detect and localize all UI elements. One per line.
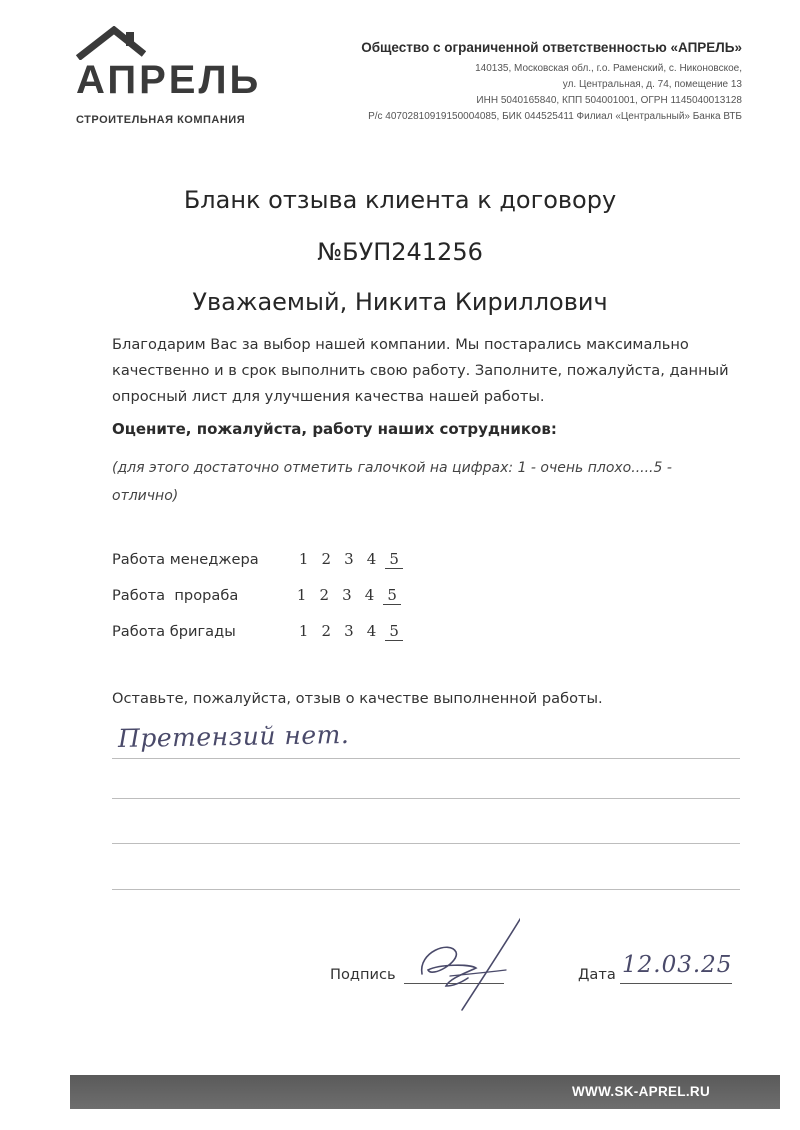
rating-row-foreman [112, 586, 401, 605]
rating-option[interactable]: 3 [344, 550, 354, 568]
rating-label: Работа бригады [112, 623, 236, 640]
rating-heading: Оцените, пожалуйста, работу наших сотрудников: [112, 420, 557, 438]
rating-row-crew [112, 622, 403, 641]
company-address-1: 140135, Московская обл., г.о. Раменский, с. Никоновское, [475, 63, 742, 74]
feedback-line [112, 889, 740, 890]
rating-option[interactable]: 4 [366, 622, 377, 640]
footer-website-link[interactable]: WWW.SK-APREL.RU [572, 1084, 710, 1099]
rating-option[interactable]: 1 [298, 550, 309, 568]
rating-label: Работа прораба [112, 587, 239, 604]
rating-hint: (для этого достаточно отметить галочкой на цифрах: 1 - очень плохо.....5 - отлично) [112, 460, 672, 504]
feedback-line [112, 798, 740, 799]
intro-paragraph: Благодарим Вас за выбор нашей компании. Мы постарались максимально качественно и в срок выполнить свою работу. Заполните, пожалуйста, данный опросный лист для улучшения качества нашей работы. [112, 336, 729, 405]
rating-option[interactable]: 2 [319, 586, 330, 604]
rating-option[interactable]: 1 [298, 622, 309, 640]
rating-option[interactable]: 2 [321, 550, 332, 568]
rating-option[interactable]: 4 [364, 586, 375, 604]
rating-row-manager [112, 550, 403, 569]
client-greeting: Уважаемый, Никита Кириллович [192, 288, 608, 316]
company-address-2: ул. Центральная, д. 74, помещение 13 [562, 79, 742, 90]
signature-mark [410, 912, 520, 1012]
roof-icon [76, 26, 146, 60]
signature-label: Подпись [330, 966, 396, 983]
rating-option[interactable]: 3 [342, 586, 352, 604]
form-title: Бланк отзыва клиента к договору [183, 186, 617, 214]
rating-option[interactable]: 3 [344, 622, 354, 640]
logo-subtitle: СТРОИТЕЛЬНАЯ КОМПАНИЯ [76, 114, 246, 126]
company-details [361, 40, 742, 125]
company-tax-ids: ИНН 5040165840, КПП 504001001, ОГРН 1145040013128 [476, 95, 742, 106]
logo-wordmark: АПРЕЛЬ [76, 58, 262, 102]
company-bank-details: Р/с 40702810919150004085, БИК 044525411 Филиал «Центральный» Банка ВТБ [368, 111, 742, 122]
date-handwritten-value[interactable]: 12.03.25 [622, 952, 733, 978]
contract-number: №БУП241256 [317, 238, 483, 266]
rating-option-selected[interactable]: 5 [383, 586, 401, 605]
company-logo [70, 22, 270, 126]
rating-option[interactable]: 1 [296, 586, 307, 604]
date-label: Дата [578, 966, 616, 983]
feedback-line [112, 843, 740, 844]
rating-option[interactable]: 4 [366, 550, 377, 568]
rating-option-selected[interactable]: 5 [385, 550, 403, 569]
rating-option[interactable]: 2 [321, 622, 332, 640]
rating-option-selected[interactable]: 5 [385, 622, 403, 641]
footer-bar [70, 1075, 780, 1109]
feedback-prompt: Оставьте, пожалуйста, отзыв о качестве выполненной работы. [112, 690, 603, 707]
feedback-line [112, 758, 740, 759]
feedback-handwritten-text[interactable]: Претензий нет. [117, 719, 350, 754]
date-line[interactable] [620, 983, 732, 984]
rating-label: Работа менеджера [112, 551, 259, 568]
company-name: Общество с ограниченной ответственностью «АПРЕЛЬ» [361, 40, 742, 55]
